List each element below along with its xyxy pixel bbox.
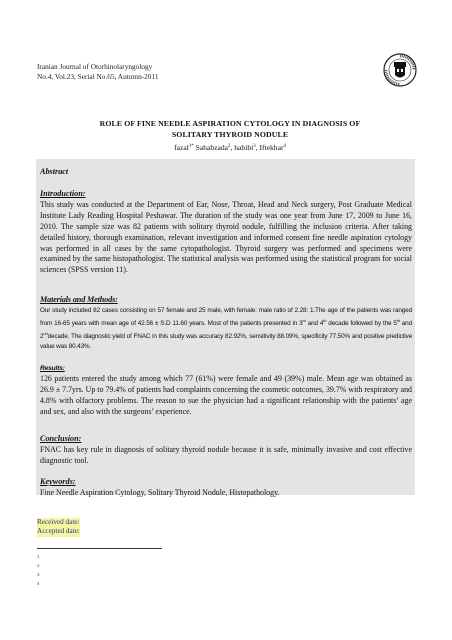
abstract-heading-block bbox=[40, 167, 412, 178]
keywords-heading: Keywords: bbox=[40, 477, 76, 486]
results-text: 126 patients entered the study among which 77 (61%) were female and 49 (39%) male. Mean age was obtained as 26.9 ± 7.7yrs. Up to 79.4% of patients had complaints concerning the cosmetic outcomes, 39.7% with respiratory and 4.8% with olfactory problems. The reason to sue the physician had a significant relationship with the patients’ age and sex, and also with the surgeons’ experience. bbox=[40, 374, 412, 416]
keywords-text: Fine Needle Aspiration Cytology, Solitary Thyroid Nodule, Histopathology. bbox=[40, 488, 280, 497]
introduction-heading: Introduction: bbox=[40, 189, 86, 198]
methods-heading: Materials and Methods: bbox=[40, 295, 118, 304]
author-affiliation: 1* bbox=[188, 144, 194, 149]
footnote-marker: 4 bbox=[37, 581, 40, 586]
author-affiliation: 3 bbox=[253, 144, 256, 149]
footnote-marker: 1 bbox=[37, 554, 40, 559]
methods-text: Our study included 82 cases consisting on 57 female and 25 male, with female: male ratio of 2.28: 1.The age of the patients was ranged from 16-65 years with mean age of 42.56 ± S.D 11.60 years. Most of the patients presented in 3rd and 4th decade followed by the 5th and 2nddecade. The diagnostic yield of FNAC in this study was accuracy 82.92%, sensitivity 88.09%, specificity 77.50% and positive predictive value was 80.43%. bbox=[40, 306, 412, 350]
author-affiliation: 4 bbox=[283, 144, 286, 149]
submission-dates bbox=[37, 518, 80, 537]
journal-name: Iranian Journal of Otorhinolaryngology bbox=[37, 62, 153, 71]
results-heading: Results: bbox=[40, 365, 65, 372]
abstract-heading: Abstract bbox=[40, 167, 69, 176]
paper-title bbox=[40, 118, 420, 140]
title-line-1: ROLE OF FINE NEEDLE ASPIRATION CYTOLOGY IN DIAGNOSIS OF bbox=[99, 119, 361, 128]
journal-issue: No.4, Vol.23, Serial No.65, Autumn-2011 bbox=[37, 71, 159, 81]
introduction-section bbox=[40, 189, 412, 276]
conclusion-heading: Conclusion: bbox=[40, 434, 82, 443]
author-name: Iftekhar bbox=[259, 143, 284, 152]
results-section bbox=[40, 364, 412, 418]
author-name: fazal bbox=[174, 143, 189, 152]
author-list: fazal$^{1*}$ Sahabzada$^2$, habibi$^3$, Iftekhar$^4$ bbox=[174, 143, 286, 152]
author-affiliation: 2 bbox=[228, 144, 231, 149]
author-name: Sahabzada bbox=[195, 143, 229, 152]
footnote-marker: 3 bbox=[37, 572, 40, 577]
introduction-text: This study was conducted at the Department of Ear, Nose, Throat, Head and Neck surgery, Post Graduate Medical Institute Lady Reading Hospital Peshawar. The duration of the study was one year from June 17, 2009 to June 16, 2010. The sample size was 82 patients with solitary thyroid nodule, fulfilling the inclusion criteria. After taking detailed history, thorough examination, relevant investigation and informed consent fine needle aspiration cytology was performed in all cases by the same cytopathologist. Thyroid surgery was performed and specimens were examined by the same histopathologist. The statistical analysis was performed using the statistical program for social sciences (SPSS version 11). bbox=[40, 199, 412, 275]
journal-logo bbox=[383, 53, 417, 87]
journal-info bbox=[37, 62, 158, 81]
footnote-marker: 2 bbox=[37, 563, 40, 568]
conclusion-section bbox=[40, 434, 412, 467]
author-name: habibi bbox=[234, 143, 254, 152]
received-date-label: Received date: bbox=[37, 518, 80, 526]
keywords-section bbox=[40, 477, 412, 488]
footnote-divider bbox=[37, 548, 162, 549]
conclusion-text: FNAC has key rule in diagnosis of solitary thyroid nodule because it is safe, minimally invasive and cost effective diagnostic tool. bbox=[40, 444, 412, 465]
accepted-date-label: Accepted date: bbox=[37, 527, 80, 536]
abstract-box bbox=[36, 159, 415, 495]
title-line-2: SOLITARY THYROID NODULE bbox=[171, 130, 289, 139]
methods-section bbox=[40, 295, 412, 352]
